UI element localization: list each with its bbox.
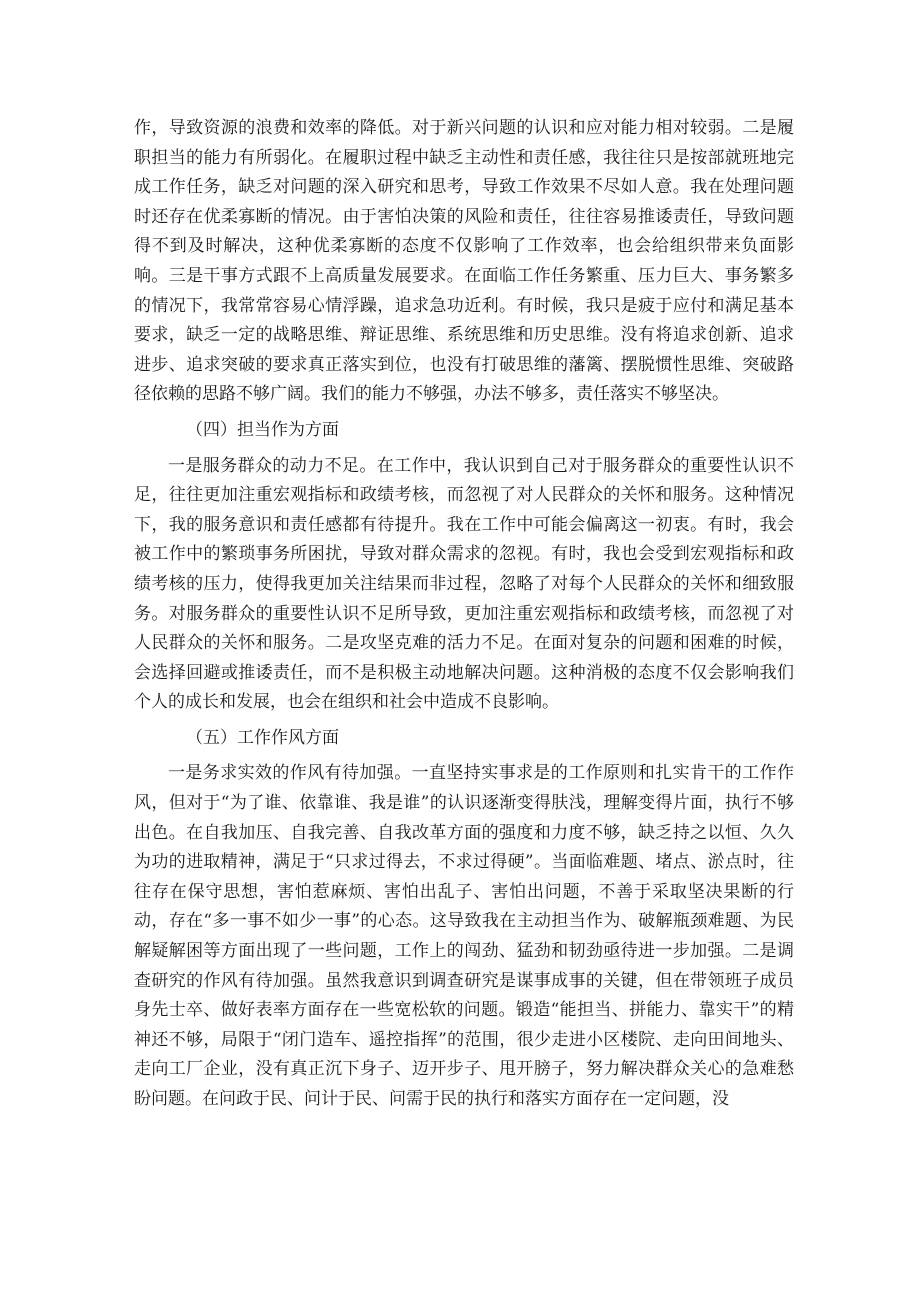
paragraph-continued: 作，导致资源的浪费和效率的降低。对于新兴问题的认识和应对能力相对较弱。二是履职担当的能力有所弱化。在履职过程中缺乏主动性和责任感，我往往只是按部就班地完成工作任务，缺乏对问题的深入研究和思考，导致工作效果不尽如人意。我在处理问题时还存在优柔寡断的情况。由于害怕决策的风险和责任，往往容易推诿责任，导致问题得不到及时解决，这种优柔寡断的态度不仅影响了工作效率，也会给组织带来负面影响。三是干事方式跟不上高质量发展要求。在面临工作任务繁重、压力巨大、事务繁多的情况下，我常常容易心情浮躁，追求急功近利。有时候，我只是疲于应付和满足基本要求，缺乏一定的战略思维、辩证思维、系统思维和历史思维。没有将追求创新、追求进步、追求突破的要求真正落实到位，也没有打破思维的藩篱、摆脱惯性思维、突破路径依赖的思路不够广阔。我们的能力不够强，办法不够多，责任落实不够坚决。 <box>134 118 794 405</box>
section-heading-5: （五）工作作风方面 <box>186 727 339 748</box>
section-heading-4: （四）担当作为方面 <box>186 419 339 440</box>
paragraph-section-5: 一是务求实效的作风有待加强。一直坚持实事求是的工作原则和扎实肯干的工作作风，但对于“为了谁、依靠谁、我是谁”的认识逐渐变得肤浅，理解变得片面，执行不够出色。在自我加压、自我完善、自我改革方面的强度和力度不够，缺乏持之以恒、久久为功的进取精神，满足于“只求过得去，不求过得硬”。当面临难题、堵点、淤点时，往往存在保守思想，害怕惹麻烦、害怕出乱子、害怕出问题，不善于采取坚决果断的行动，存在“多一事不如少一事”的心态。这导致我在主动担当作为、破解瓶颈难题、为民解疑解困等方面出现了一些问题，工作上的闯劲、猛劲和韧劲亟待进一步加强。二是调查研究的作风有待加强。虽然我意识到调查研究是谋事成事的关键，但在带领班子成员身先士卒、做好表率方面存在一些宽松软的问题。锻造“能担当、拼能力、靠实干”的精神还不够，局限于“闭门造车、遥控指挥”的范围，很少走进小区楼院、走向田间地头、走向工厂企业，没有真正沉下身子、迈开步子、甩开膀子，努力解决群众关心的急难愁盼问题。在问政于民、问计于民、问需于民的执行和落实方面存在一定问题，没 <box>134 763 794 1109</box>
document-body <box>134 114 794 1115</box>
paragraph-section-4: 一是服务群众的动力不足。在工作中，我认识到自己对于服务群众的重要性认识不足，往往更加注重宏观指标和政绩考核，而忽视了对人民群众的关怀和服务。这种情况下，我的服务意识和责任感都有待提升。我在工作中可能会偏离这一初衷。有时，我会被工作中的繁琐事务所困扰，导致对群众需求的忽视。有时，我也会受到宏观指标和政绩考核的压力，使得我更加关注结果而非过程，忽略了对每个人民群众的关怀和细致服务。对服务群众的重要性认识不足所导致，更加注重宏观指标和政绩考核，而忽视了对人民群众的关怀和服务。二是攻坚克难的活力不足。在面对复杂的问题和困难的时候，会选择回避或推诿责任，而不是积极主动地解决问题。这种消极的态度不仅会影响我们个人的成长和发展，也会在组织和社会中造成不良影响。 <box>134 455 794 713</box>
